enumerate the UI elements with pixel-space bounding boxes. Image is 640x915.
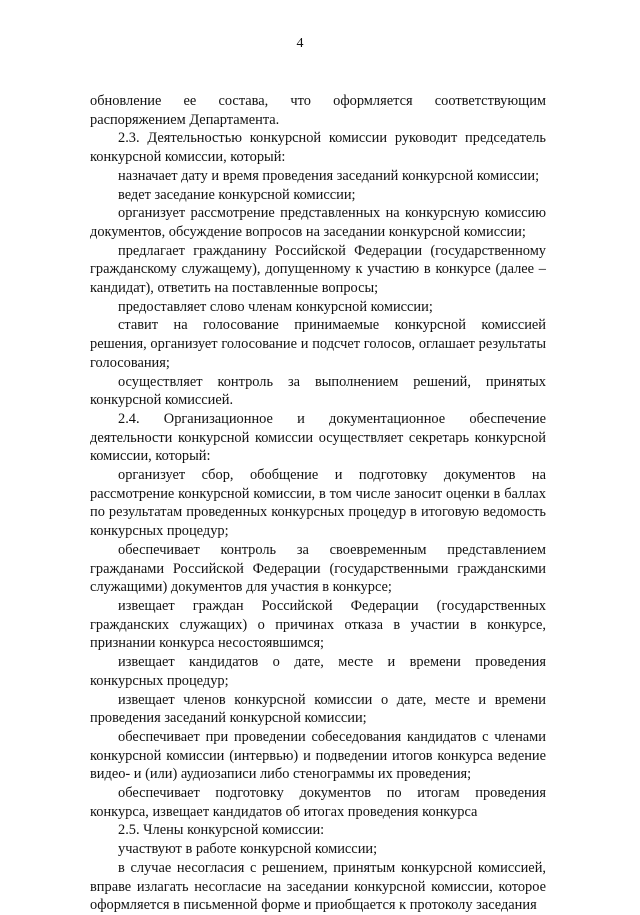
chair-duty-lead-meeting: ведет заседание конкурсной комиссии;: [118, 186, 356, 203]
document-body: [90, 92, 546, 915]
member-duty-participate: участвуют в работе конкурсной комиссии;: [118, 841, 378, 858]
chair-duty-control: осуществляет контроль за выполнением решений, принятых конкурсной комиссией.: [90, 373, 546, 409]
chair-duty-review-documents: организует рассмотрение представленных на конкурсную комиссию документов, обсуждение вопросов на заседании конкурсной комиссии;: [90, 205, 546, 240]
section-2-5-heading: 2.5. Члены конкурсной комиссии:: [118, 822, 325, 839]
page-number: 4: [296, 36, 304, 51]
secretary-duty-notify-members: извещает членов конкурсной комиссии о дате, месте и времени проведения заседаний конкурсной комиссии;: [90, 691, 546, 727]
chair-duty-voting: ставит на голосование принимаемые конкурсной комиссией решения, организует голосование и подсчет голосов, оглашает результаты голосования;: [90, 317, 546, 371]
chair-duty-schedule: назначает дату и время проведения заседаний конкурсной комиссии;: [118, 167, 540, 184]
chair-duty-offer-questions: предлагает гражданину Российской Федерации (государственному гражданскому служащему), допущенному к участию в конкурсе (далее – кандидат), ответить на поставленные вопросы;: [90, 242, 546, 297]
chair-duty-give-floor: предоставляет слово членам конкурсной комиссии;: [118, 298, 433, 315]
section-2-4-heading: 2.4. Организационное и документационное обеспечение деятельности конкурсной комиссии осуществляет секретарь конкурсной комиссии, который:: [90, 410, 546, 465]
paragraph-continuation: обновление ее состава, что оформляется соответствующим распоряжением Департамента.: [90, 93, 546, 128]
member-duty-disagreement: в случае несогласия с решением, принятым конкурсной комиссией, вправе излагать несогласие на заседании конкурсной комиссии, которое оформляется в письменной форме и приобщается к протоколу заседания: [90, 859, 546, 914]
secretary-duty-results: обеспечивает подготовку документов по итогам проведения конкурса, извещает кандидатов об итогах проведения конкурса: [90, 785, 546, 820]
secretary-duty-collect-documents: организует сбор, обобщение и подготовку документов на рассмотрение конкурсной комиссии, в том числе заносит оценки в баллах по результатам проведенных конкурсных процедур в итоговую ведомость конкурсных процедур;: [90, 467, 546, 540]
secretary-duty-recording: обеспечивает при проведении собеседования кандидатов с членами конкурсной комиссии (интервью) и подведении итогов конкурса ведение видео- и (или) аудиозаписи либо стенограммы их проведения;: [90, 728, 546, 783]
secretary-duty-notify-candidates: извещает кандидатов о дате, месте и времени проведения конкурсных процедур;: [90, 654, 546, 689]
secretary-duty-control-submission: обеспечивает контроль за своевременным представлением гражданами Российской Федерации (государственными гражданскими служащими) документов для участия в конкурсе;: [90, 541, 546, 596]
section-2-3-heading: 2.3. Деятельностью конкурсной комиссии руководит председатель конкурсной комиссии, который:: [90, 130, 546, 166]
secretary-duty-notify-refusal: извещает граждан Российской Федерации (государственных гражданских служащих) о причинах отказа в участии в конкурсе, признании конкурса несостоявшимся;: [90, 597, 546, 652]
